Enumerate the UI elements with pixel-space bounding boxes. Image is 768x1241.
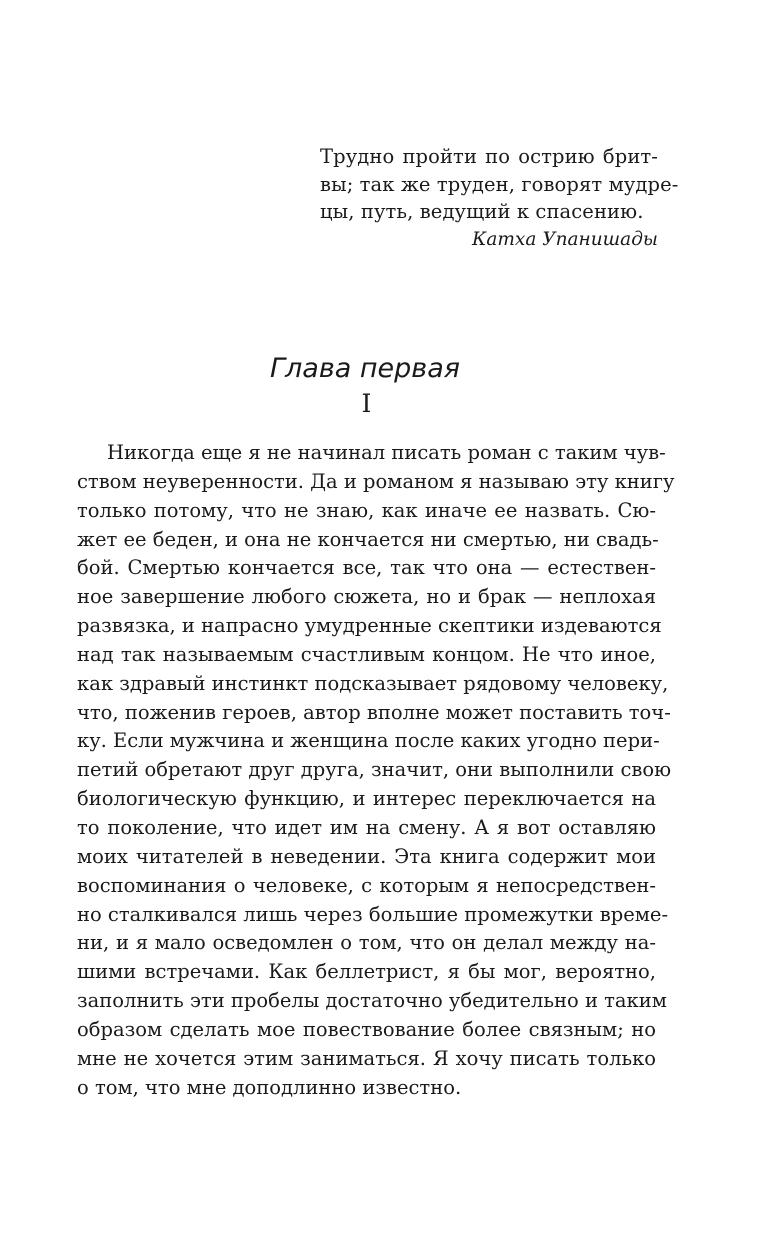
body-line: Никогда еще я не начинал писать роман с таким чув- (107, 441, 666, 464)
body-line: бой. Смертью кончается все, так что она — естествен- (77, 556, 656, 580)
body-line: биологическую функцию, и интерес переключается на (77, 787, 656, 811)
body-line: то поколение, что идет им на смену. А я вот оставляю (77, 815, 656, 839)
body-line: развязка, и напрасно умудренные скептики издеваются (77, 614, 662, 638)
body-line: ством неуверенности. Да и романом я называю эту книгу (77, 469, 675, 493)
body-line: только потому, что не знаю, как иначе ее назвать. Сю- (77, 498, 656, 522)
body-line: жет ее беден, и она не кончается ни смертью, ни свадь- (77, 527, 659, 551)
body-line: ни, и я мало осведомлен о том, что он делал между на- (77, 931, 656, 955)
epigraph-line: вы; так же труден, говорят мудре- (320, 172, 679, 196)
body-line: моих читателей в неведении. Эта книга содержит мои (77, 844, 656, 868)
body-line: что, поженив героев, автор вполне может поставить точ- (77, 700, 671, 724)
body-line: о том, что мне доподлинно известно. (77, 1075, 462, 1099)
epigraph-line: цы, путь, ведущий к спасению. (320, 200, 644, 223)
epigraph-attribution: Катха Упанишады (472, 228, 658, 250)
body-line: петий обретают друг друга, значит, они выполнили свою (77, 758, 672, 782)
body-line: как здравый инстинкт подсказывает рядовому человеку, (77, 671, 669, 695)
body-line: ку. Если мужчина и женщина после каких угодно пери- (77, 729, 660, 753)
chapter-title: Глава первая (270, 353, 460, 385)
body-line: мне не хочется этим заниматься. Я хочу писать только (77, 1046, 656, 1070)
epigraph (320, 143, 679, 254)
epigraph-line: Трудно пройти по острию брит- (320, 145, 658, 168)
body-line: образом сделать мое повествование более связным; но (77, 1017, 656, 1041)
body-line: над так называемым счастливым концом. Не что иное, (77, 642, 656, 666)
body-line: воспоминания о человеке, с которым я непосредствен- (77, 873, 656, 897)
body-text (77, 439, 675, 1102)
section-number: I (361, 389, 372, 418)
body-line: ное завершение любого сюжета, но и брак — неплохая (77, 585, 656, 609)
body-line: но сталкивался лишь через большие промежутки време- (77, 902, 669, 926)
body-line: шими встречами. Как беллетрист, я бы мог, вероятно, (77, 960, 656, 984)
body-line: заполнить эти пробелы достаточно убедительно и таким (77, 989, 667, 1013)
